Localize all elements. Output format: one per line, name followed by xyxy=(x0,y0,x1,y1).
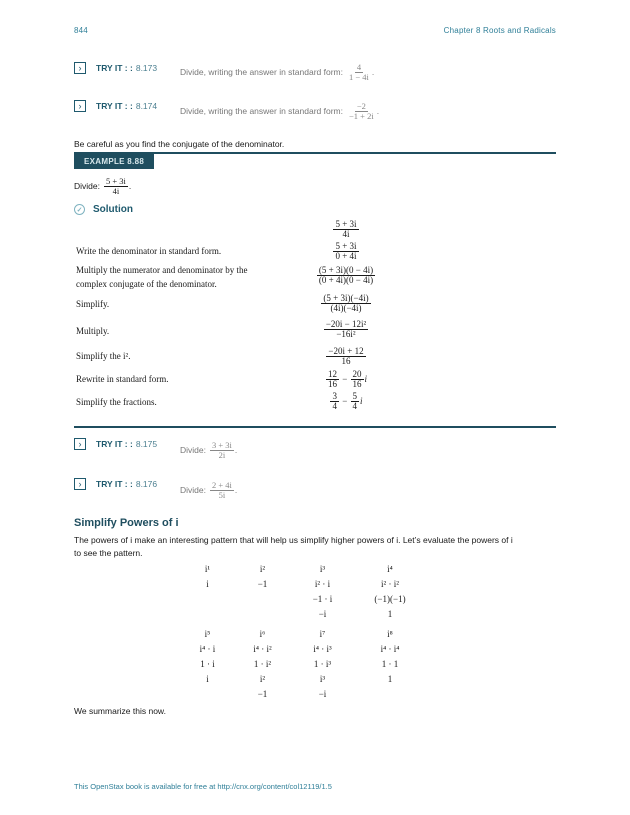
try-it-label: TRY IT : : xyxy=(96,63,133,73)
power-cell: i⁸ xyxy=(387,629,393,639)
denominator: 0 + 4i xyxy=(335,251,357,262)
numerator: (5 + 3i)(−4i) xyxy=(323,293,369,303)
power-cell: 1 · i xyxy=(200,659,215,669)
power-cell: 1 xyxy=(387,609,393,619)
step-fraction xyxy=(326,347,365,367)
operator: − xyxy=(342,374,348,384)
chevron-right-icon[interactable]: › xyxy=(74,62,86,74)
power-cell: i² xyxy=(259,564,266,574)
denominator: 2i xyxy=(218,449,226,460)
denominator: (4i)(−4i) xyxy=(330,303,362,314)
numerator: (5 + 3i)(0 − 4i) xyxy=(318,265,374,275)
fraction xyxy=(347,102,376,121)
denominator: 4i xyxy=(112,185,120,196)
operator: − xyxy=(342,396,348,406)
power-column xyxy=(355,562,425,622)
step-math xyxy=(286,320,406,340)
denominator: 1 − 4i xyxy=(349,71,369,82)
power-cell: i xyxy=(206,579,209,589)
power-cell: (−1)(−1) xyxy=(374,594,406,604)
step-math xyxy=(286,347,406,367)
power-cell: i⁴ · i² xyxy=(253,644,272,654)
power-column xyxy=(290,627,355,702)
fraction-b xyxy=(351,392,360,412)
try-it-8-175 xyxy=(74,438,157,450)
numerator: 4 xyxy=(356,62,362,72)
denominator: 16 xyxy=(341,356,351,367)
initial-fraction xyxy=(333,220,358,240)
fraction-a xyxy=(326,370,339,390)
step-fraction xyxy=(321,294,370,314)
denominator: −16i² xyxy=(336,329,356,340)
power-column xyxy=(180,562,235,622)
power-cell: i³ xyxy=(319,674,326,684)
power-column xyxy=(180,627,235,702)
denominator: (0 + 4i)(0 − 4i) xyxy=(318,275,374,286)
step-fraction xyxy=(333,242,358,262)
step-math xyxy=(296,370,396,390)
power-column xyxy=(290,562,355,622)
fraction-b xyxy=(351,370,364,390)
power-cell: i⁴ xyxy=(387,564,393,574)
try-it-8-174 xyxy=(74,100,157,112)
power-cell: −1 · i xyxy=(312,594,333,604)
power-cell: i² xyxy=(259,674,266,684)
denominator: 4 xyxy=(332,401,337,412)
step-math xyxy=(286,294,406,314)
footer-link[interactable]: This OpenStax book is available for free at http://cnx.org/content/col12119/1.5 xyxy=(74,782,332,791)
power-cell: i¹ xyxy=(204,564,211,574)
summary-text: We summarize this now. xyxy=(74,706,166,716)
power-cell: 1 · 1 xyxy=(381,659,399,669)
power-cell: i⁵ xyxy=(204,629,211,639)
fraction xyxy=(210,441,234,460)
denominator: 4 xyxy=(352,401,358,412)
power-cell: i² · i² xyxy=(381,579,399,589)
numerator: −20i − 12i² xyxy=(325,319,367,329)
numerator: 12 xyxy=(327,369,337,379)
try-it-prompt: Divide: $\frac{2 + 4i}{5i}$ . xyxy=(180,480,238,500)
numerator: −2 xyxy=(356,101,366,111)
check-circle-icon: ✓ xyxy=(74,204,85,215)
step-fraction xyxy=(317,266,375,286)
power-cell: i⁴ · i⁴ xyxy=(380,644,400,654)
careful-note: Be careful as you find the conjugate of the denominator. xyxy=(74,139,285,149)
example-fraction xyxy=(104,177,128,196)
power-column xyxy=(355,627,425,702)
chapter-title: Chapter 8 Roots and Radicals xyxy=(443,26,556,35)
power-cell: i xyxy=(206,674,209,684)
example-prompt: Divide: $\frac{5 + 3i}{4i}$ . xyxy=(74,176,132,196)
numerator: 2 + 4i xyxy=(211,480,232,490)
numerator: 5 + 3i xyxy=(335,241,357,251)
power-cell: 1 xyxy=(387,674,393,684)
numerator: 3 xyxy=(332,391,337,401)
try-it-number: 8.173 xyxy=(135,63,158,73)
numerator: 5 xyxy=(352,391,358,401)
power-cell: 1 · i³ xyxy=(313,659,332,669)
step-math xyxy=(296,242,396,262)
denominator: 16 xyxy=(327,379,337,390)
power-cell: i⁷ xyxy=(319,629,326,639)
section-paragraph-line2: to see the pattern. xyxy=(74,548,143,558)
solution-title: Solution xyxy=(93,204,133,215)
step-text: Write the denominator in standard form. xyxy=(76,246,222,256)
step-text: Simplify. xyxy=(76,299,110,309)
imaginary-unit: i xyxy=(364,374,368,384)
chevron-right-icon[interactable]: › xyxy=(74,438,86,450)
power-cell: i⁶ xyxy=(259,629,266,639)
example-prompt-text: Divide: xyxy=(74,181,100,192)
section-paragraph-line1: The powers of i make an interesting pattern that will help us simplify higher powers of i. Let’s evaluate the powers of i xyxy=(74,535,513,545)
power-cell: i⁴ · i xyxy=(199,644,216,654)
try-it-prompt: Divide, writing the answer in standard form: $\frac{-2}{-1 + 2i}$ . xyxy=(180,101,380,121)
prompt-text: Divide, writing the answer in standard form: xyxy=(180,67,343,78)
try-it-label: TRY IT : : xyxy=(96,479,133,489)
step-math xyxy=(286,266,406,286)
step-text: Multiply the numerator and denominator by the complex conjugate of the denominator. xyxy=(76,265,248,289)
step-text: Rewrite in standard form. xyxy=(76,374,169,384)
try-it-8-176 xyxy=(74,478,157,490)
prompt-text: Divide: xyxy=(180,445,206,456)
numerator: −20i + 12 xyxy=(328,346,364,356)
power-cell: −1 xyxy=(257,579,268,589)
numerator: 5 + 3i xyxy=(105,176,126,186)
power-cell: i³ xyxy=(319,564,326,574)
imaginary-unit: i xyxy=(360,396,363,406)
fraction-a xyxy=(330,392,339,412)
powers-row-2 xyxy=(180,627,425,702)
denominator: 16 xyxy=(352,379,362,390)
chevron-right-icon[interactable]: › xyxy=(74,478,86,490)
power-cell: −i xyxy=(318,609,327,619)
numerator: 20 xyxy=(352,369,362,379)
try-it-number: 8.175 xyxy=(135,439,158,449)
try-it-prompt: Divide, writing the answer in standard form: $\frac{4}{1 - 4i}$ . xyxy=(180,62,375,82)
step-fraction xyxy=(324,320,368,340)
fraction xyxy=(347,63,371,82)
denominator: 4i xyxy=(342,229,350,240)
try-it-8-173 xyxy=(74,62,157,74)
section-title: Simplify Powers of i xyxy=(74,517,179,529)
example-end-rule xyxy=(74,426,556,428)
solution-heading xyxy=(74,204,133,215)
try-it-number: 8.174 xyxy=(135,101,158,111)
denominator: 5i xyxy=(218,489,226,500)
chevron-right-icon[interactable]: › xyxy=(74,100,86,112)
step-text: Simplify the i². xyxy=(76,351,131,361)
page-number: 844 xyxy=(74,26,88,35)
numerator: 5 + 3i xyxy=(335,219,357,229)
try-it-label: TRY IT : : xyxy=(96,439,133,449)
power-cell: i² · i xyxy=(314,579,331,589)
try-it-number: 8.176 xyxy=(135,479,158,489)
powers-row-1 xyxy=(180,562,425,622)
power-column xyxy=(235,562,290,622)
power-column xyxy=(235,627,290,702)
power-cell: −1 xyxy=(257,689,268,699)
numerator: 3 + 3i xyxy=(211,440,232,450)
fraction xyxy=(210,481,234,500)
step-text: Multiply. xyxy=(76,326,110,336)
solution-initial xyxy=(296,220,396,240)
example-label: EXAMPLE 8.88 xyxy=(74,154,154,169)
try-it-label: TRY IT : : xyxy=(96,101,133,111)
step-math xyxy=(296,392,396,412)
try-it-prompt: Divide: $\frac{3 + 3i}{2i}$ . xyxy=(180,440,238,460)
power-cell: −i xyxy=(318,689,327,699)
power-cell: 1 · i² xyxy=(253,659,272,669)
power-cell: i⁴ · i³ xyxy=(313,644,332,654)
step-text: Simplify the fractions. xyxy=(76,397,157,407)
prompt-text: Divide, writing the answer in standard form: xyxy=(180,106,343,117)
prompt-text: Divide: xyxy=(180,485,206,496)
denominator: −1 + 2i xyxy=(349,110,374,121)
